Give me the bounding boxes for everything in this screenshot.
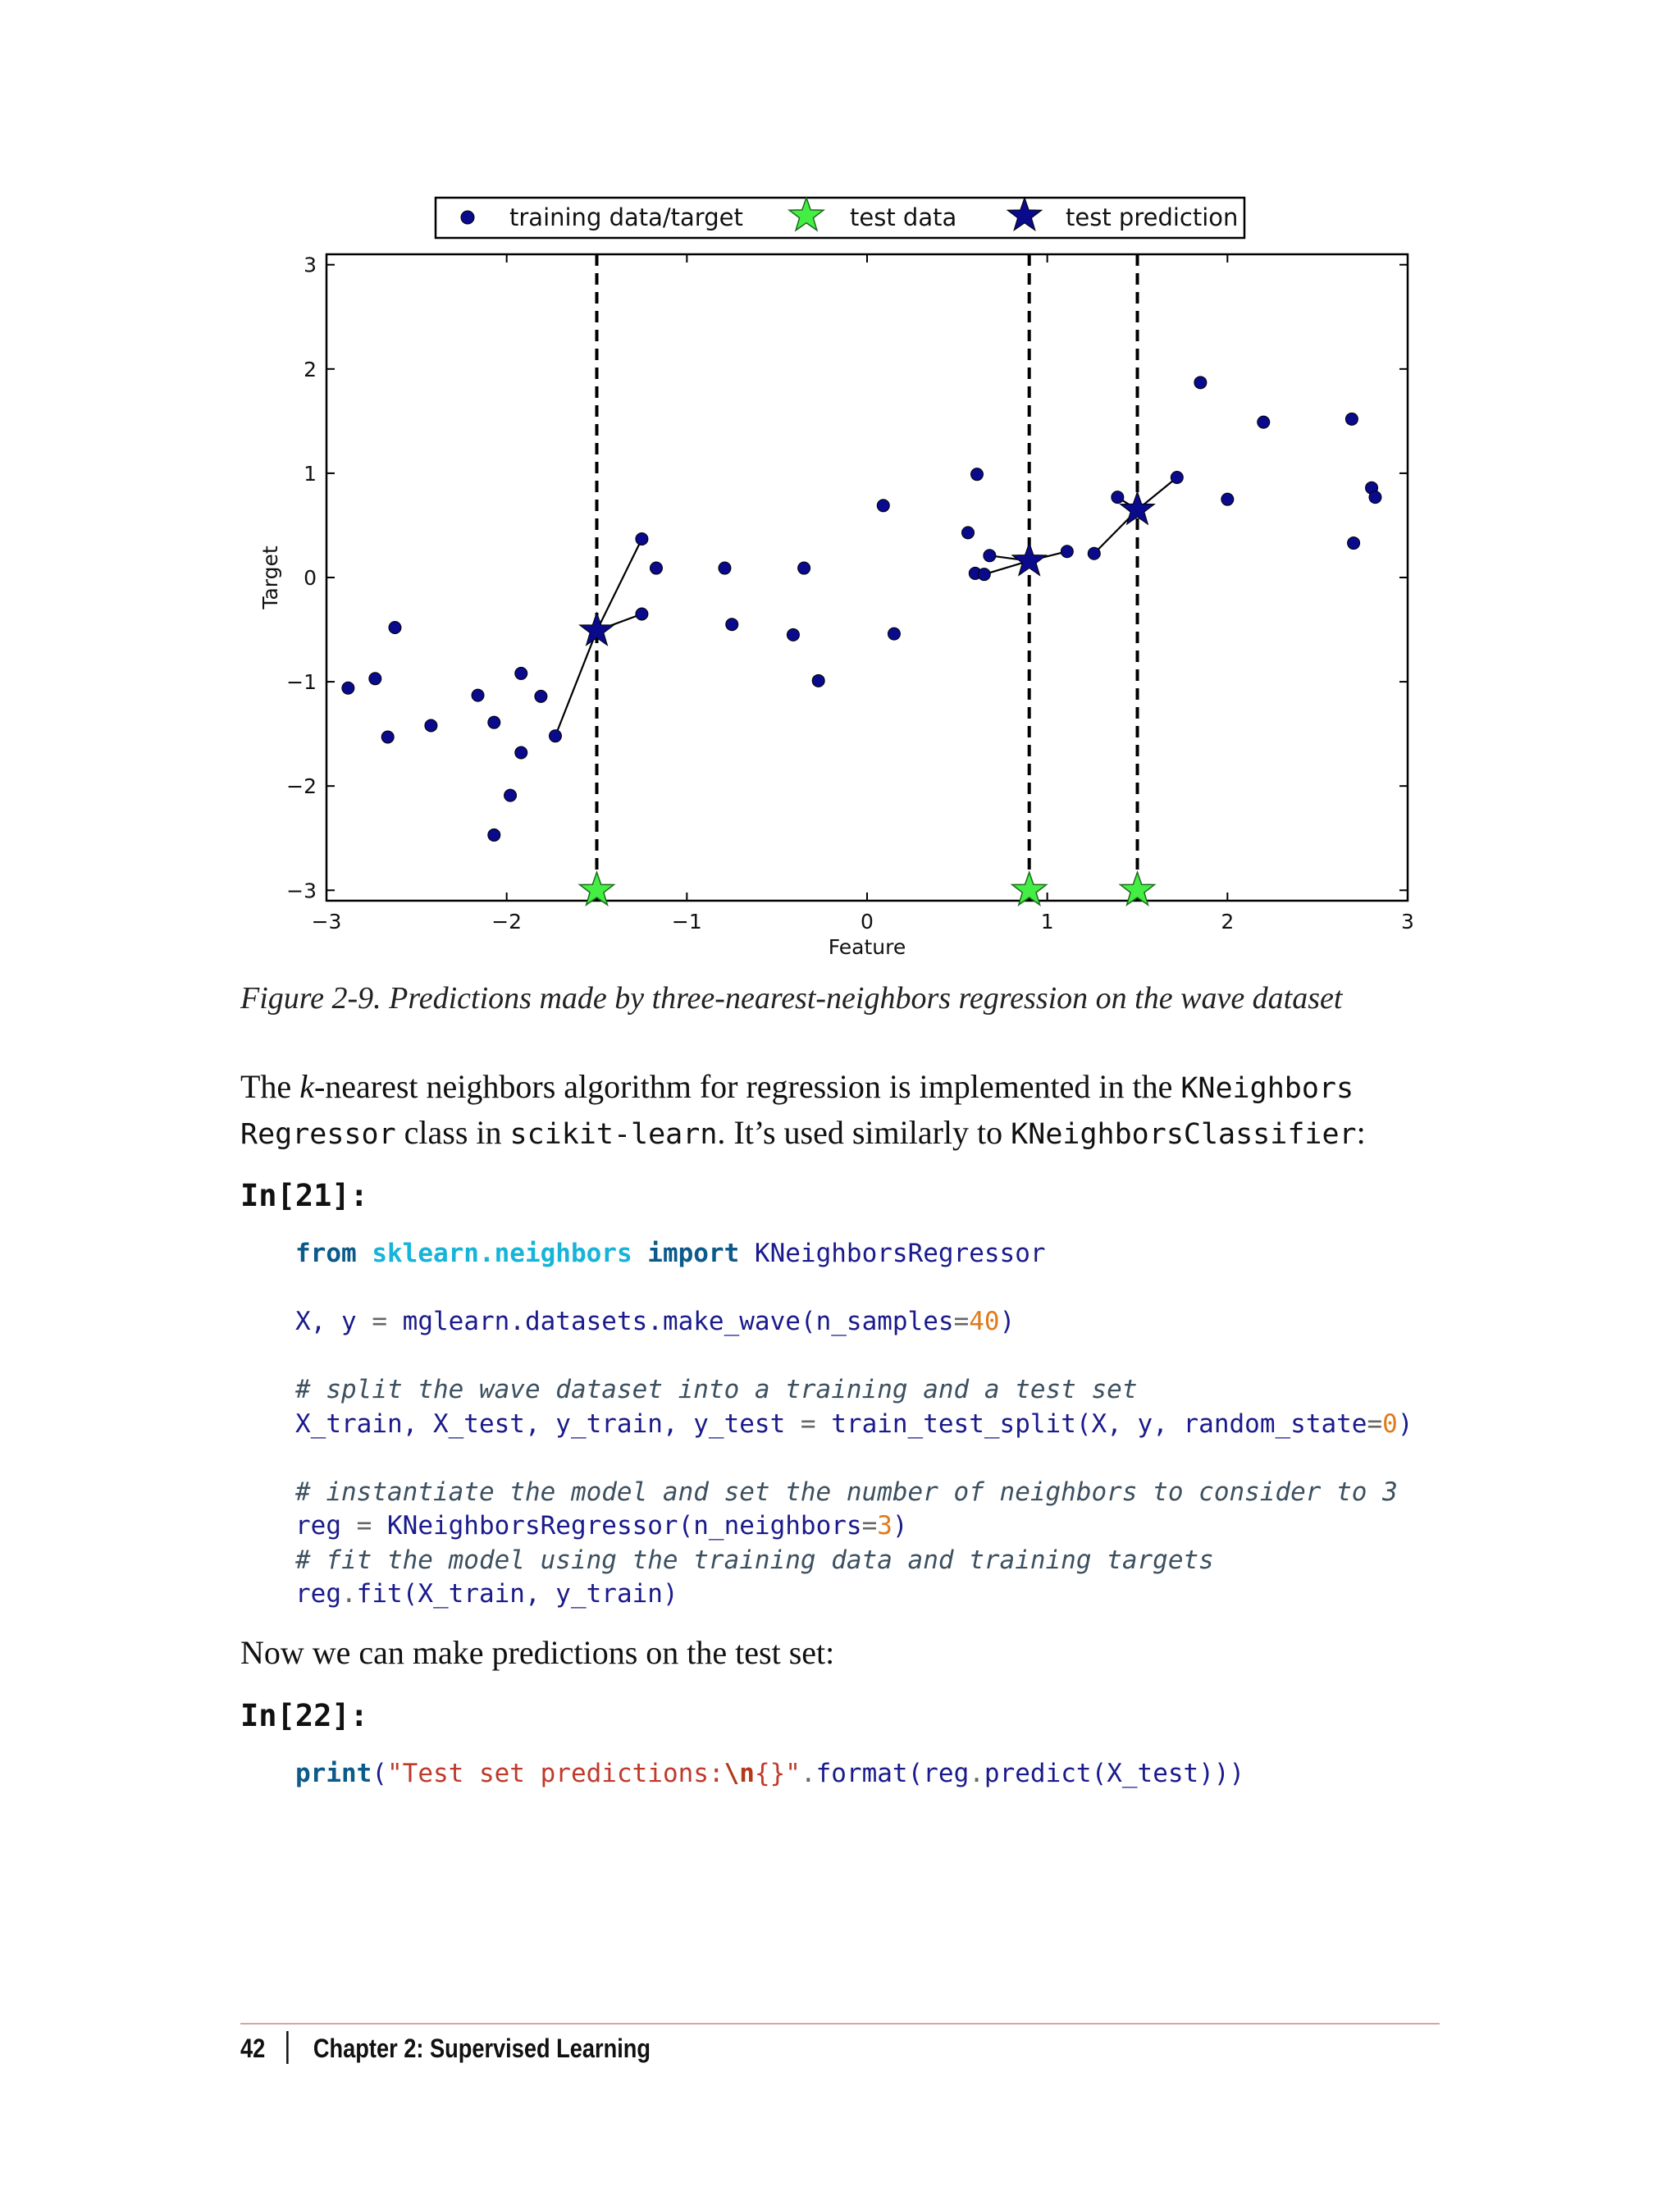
training-point — [425, 719, 437, 732]
code-token: = — [1367, 1408, 1383, 1439]
training-point — [1258, 416, 1270, 428]
figure-caption: Figure 2-9. Predictions made by three-nearest-neighbors regression on the wave dataset — [240, 981, 1343, 1016]
code-token: reg — [295, 1511, 357, 1541]
training-point — [650, 562, 662, 574]
x-tick-label: 1 — [1040, 910, 1054, 934]
page-number: 42 — [240, 2034, 266, 2063]
training-point — [1171, 471, 1183, 483]
inline-code: Regressor — [240, 1118, 396, 1151]
legend-label-test-prediction: test prediction — [1066, 203, 1239, 231]
training-point — [381, 731, 394, 743]
legend-label-training: training data/target — [509, 203, 743, 231]
text-run: . It’s used similarly to — [717, 1114, 1011, 1151]
y-tick-label: 0 — [304, 566, 317, 590]
training-point — [472, 689, 484, 701]
code-token: KNeighborsRegressor — [739, 1239, 1046, 1268]
training-point — [1112, 491, 1124, 504]
training-point — [1221, 493, 1234, 505]
code-token: X, y — [295, 1307, 372, 1336]
x-tick-label: −3 — [311, 910, 342, 934]
code-token: . — [800, 1759, 816, 1788]
code-block-in21 — [295, 1237, 1413, 1612]
training-point — [636, 532, 648, 545]
training-point — [1369, 491, 1381, 504]
code-string: {}" — [754, 1759, 801, 1788]
y-tick-label: −3 — [286, 879, 317, 903]
code-token: reg — [295, 1579, 341, 1609]
paragraph-intro — [240, 1065, 1446, 1157]
inline-code: scikit-learn — [509, 1118, 718, 1151]
code-token: X_train, X_test, y_train, y_test — [295, 1408, 801, 1439]
training-point — [719, 562, 731, 574]
code-token: ) — [999, 1307, 1016, 1336]
training-point — [488, 829, 500, 841]
code-token: 3 — [877, 1511, 892, 1541]
training-point — [1088, 547, 1100, 559]
training-point — [798, 562, 810, 574]
training-point — [636, 608, 648, 620]
plot-area — [326, 254, 1408, 901]
code-token: = — [953, 1307, 970, 1336]
code-block-in22 — [295, 1757, 1244, 1792]
training-point — [515, 667, 527, 679]
training-point — [787, 628, 799, 641]
training-point — [1345, 413, 1358, 425]
y-axis-label: Target — [258, 546, 282, 609]
code-token: import — [647, 1239, 740, 1268]
y-tick-label: 2 — [304, 357, 317, 381]
x-tick-label: −2 — [491, 910, 523, 934]
code-token: ( — [372, 1759, 387, 1788]
training-point — [389, 622, 401, 634]
training-point — [888, 628, 900, 640]
code-token: . — [969, 1759, 984, 1788]
code-token: fit(X_train, y_train) — [356, 1579, 678, 1609]
training-point — [962, 527, 975, 539]
training-point — [515, 746, 527, 759]
x-tick-label: 3 — [1401, 910, 1414, 934]
code-string: "Test set predictions: — [387, 1759, 724, 1788]
code-token: sklearn.neighbors — [372, 1239, 632, 1268]
legend — [436, 198, 1244, 238]
training-point — [984, 550, 996, 562]
k-italic: k — [299, 1068, 314, 1105]
code-escape: \n — [724, 1759, 755, 1788]
cell-label-in22: In[22]: — [240, 1698, 368, 1733]
text-run: The — [240, 1068, 300, 1105]
code-token: mglearn.datasets.make_wave(n_samples — [387, 1307, 954, 1336]
y-tick-label: −2 — [286, 774, 317, 799]
training-point — [812, 674, 824, 687]
code-comment: # instantiate the model and set the number of neighbors to consider to 3 — [295, 1477, 1398, 1507]
training-point — [342, 682, 354, 694]
code-token: ) — [892, 1511, 908, 1541]
training-point — [535, 690, 547, 702]
y-tick-label: −1 — [286, 670, 317, 695]
code-token: train_test_split(X, y, random_state — [815, 1408, 1367, 1439]
training-point — [970, 468, 983, 481]
code-token: . — [341, 1579, 357, 1609]
inline-code: KNeighborsClassifier — [1011, 1118, 1357, 1151]
text-run: -nearest neighbors algorithm for regression is implemented in the — [313, 1068, 1181, 1105]
paragraph-predict: Now we can make predictions on the test set: — [240, 1634, 835, 1671]
training-point — [877, 500, 889, 512]
x-tick-label: 0 — [861, 910, 874, 934]
code-comment: # split the wave dataset into a training and a test set — [295, 1375, 1138, 1404]
x-tick-label: −1 — [671, 910, 702, 934]
training-point — [504, 789, 517, 801]
code-token: predict(X_test))) — [984, 1759, 1245, 1788]
y-tick-label: 3 — [304, 253, 317, 277]
y-tick-label: 1 — [304, 461, 317, 486]
scatter-chart — [0, 0, 1680, 976]
inline-code: KNeighbors — [1180, 1072, 1354, 1105]
code-token: from — [295, 1239, 357, 1268]
cell-label-in21: In[21]: — [240, 1178, 368, 1213]
code-token: format(reg — [815, 1759, 970, 1788]
code-token: = — [861, 1511, 878, 1541]
training-point — [978, 568, 990, 581]
training-point — [726, 619, 738, 631]
training-point — [1061, 546, 1073, 558]
text-run: : — [1356, 1114, 1366, 1151]
training-point — [369, 673, 381, 685]
training-point — [1194, 377, 1207, 389]
text-run: class in — [395, 1114, 510, 1151]
code-token: = — [800, 1408, 816, 1439]
footer-rule — [240, 2023, 1440, 2025]
legend-marker-training — [461, 211, 474, 224]
chapter-title: Chapter 2: Supervised Learning — [313, 2034, 651, 2063]
code-token: 0 — [1382, 1408, 1398, 1439]
code-token: ) — [1397, 1408, 1413, 1439]
training-point — [488, 716, 500, 728]
legend-label-test-data: test data — [850, 203, 957, 231]
training-point — [549, 730, 561, 742]
training-point — [1348, 537, 1360, 550]
x-axis-label: Feature — [828, 935, 906, 959]
code-token: = — [372, 1307, 387, 1336]
code-token: KNeighborsRegressor(n_neighbors — [372, 1511, 862, 1541]
code-token: 40 — [969, 1307, 1000, 1336]
code-comment: # fit the model using the training data and training targets — [295, 1545, 1214, 1575]
x-tick-label: 2 — [1221, 910, 1235, 934]
code-token: print — [295, 1759, 372, 1788]
footer-separator — [286, 2031, 289, 2064]
code-token: = — [356, 1511, 372, 1541]
page-footer — [240, 2031, 651, 2064]
